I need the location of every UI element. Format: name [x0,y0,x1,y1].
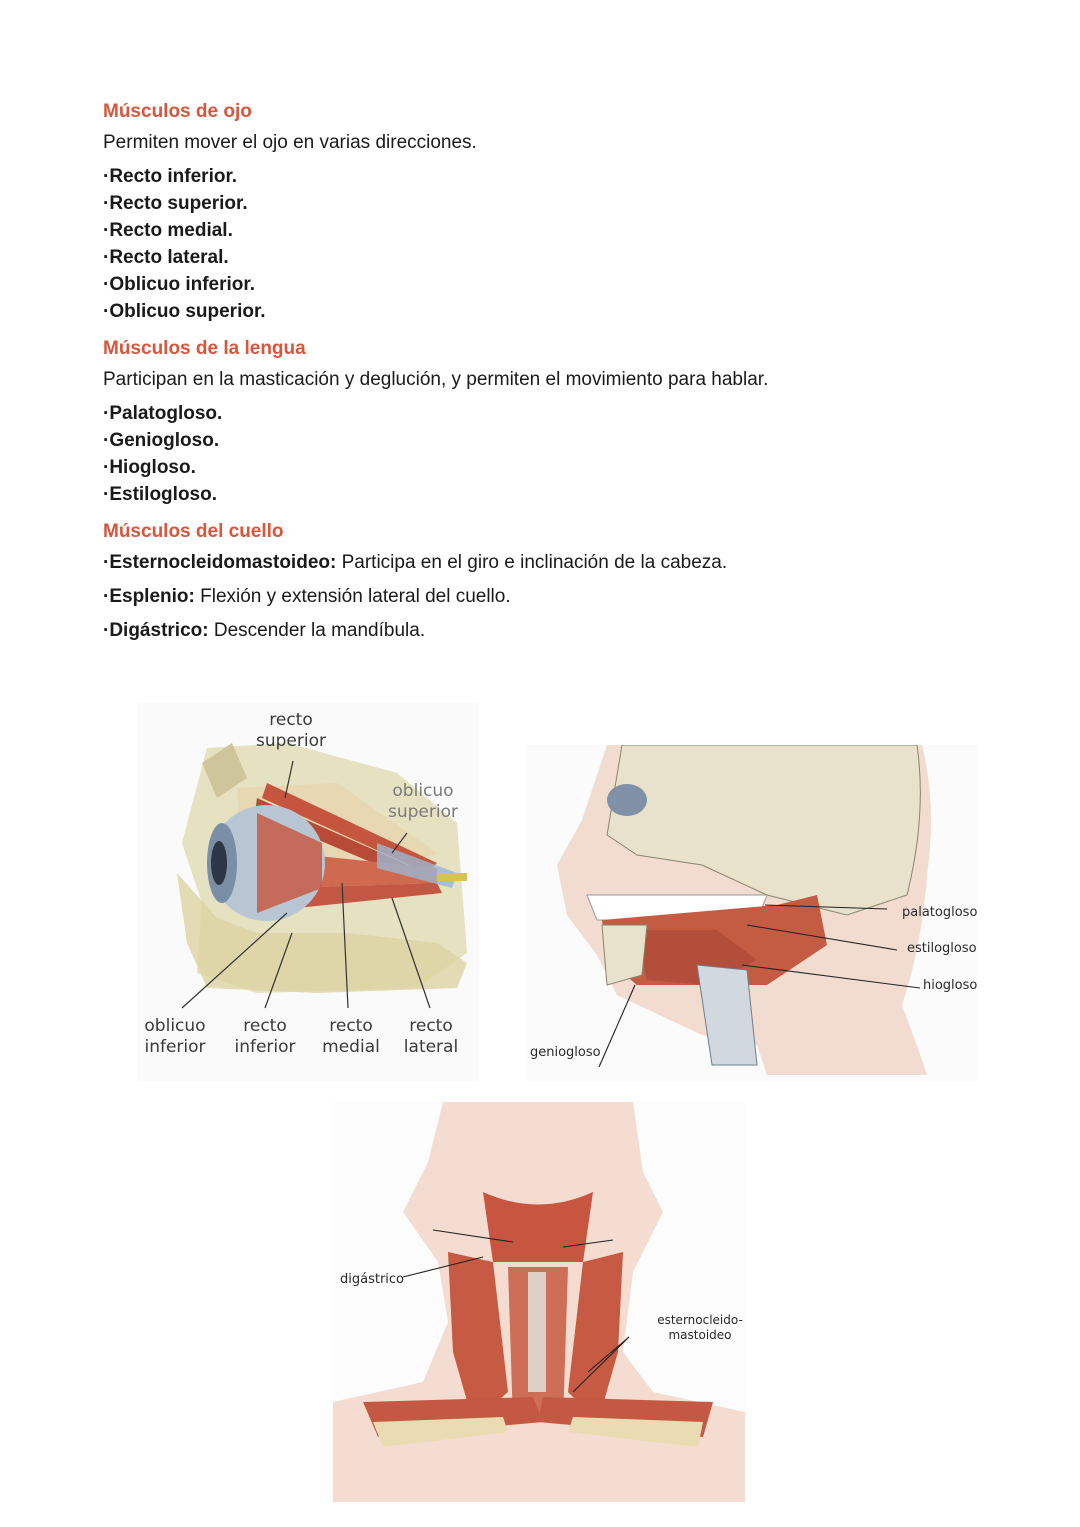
label-geniogloso: geniogloso [530,1045,601,1060]
neck-muscles-list [103,546,983,648]
label-line: recto [269,710,313,730]
text-content [103,98,983,648]
label-line: recto [329,1016,373,1036]
eye-muscles-illustration [137,703,479,1081]
label-hiogloso: hiogloso [923,978,977,993]
list-item: ·Recto medial. [103,220,233,241]
list-item: ·Oblicuo inferior. [103,274,256,295]
list-item: ·Hiogloso. [103,457,196,478]
label-recto-lateral [395,1016,467,1059]
neck-anatomy-drawing [333,1102,745,1502]
definition: Descender la mandíbula. [208,620,426,641]
label-line: oblicuo [392,781,454,801]
tongue-muscles-list [103,400,983,508]
term: ·Esplenio: [103,586,195,607]
label-digastrico: digástrico [340,1272,405,1287]
label-line: inferior [234,1037,296,1058]
label-oblicuo-superior [383,781,463,824]
list-item: ·Recto superior. [103,193,248,214]
label-line: superior [256,731,326,752]
tongue-muscles-heading: Músculos de la lengua [103,338,306,359]
eye-muscles-intro: Permiten mover el ojo en varias direcciones. [103,132,477,153]
list-item: ·Estilogloso. [103,484,217,505]
list-item: ·Recto inferior. [103,166,238,187]
label-line: oblicuo [144,1016,206,1036]
list-item: ·Geniogloso. [103,430,220,451]
list-item: ·Oblicuo superior. [103,301,266,322]
label-line: medial [322,1037,380,1058]
label-line: lateral [403,1037,459,1058]
definition: Participa en el giro e inclinación de la cabeza. [336,552,728,573]
label-palatogloso: palatogloso [902,905,977,920]
eye-muscles-list [103,163,983,325]
tongue-muscles-intro: Participan en la masticación y deglución, y permiten el movimiento para hablar. [103,369,769,390]
label-line: recto [243,1016,287,1036]
label-recto-medial [315,1016,387,1059]
label-line: esternocleido- [657,1313,743,1327]
term: ·Digástrico: [103,620,209,641]
list-item: ·Palatogloso. [103,403,223,424]
label-esternocleidomastoideo [655,1313,745,1343]
list-item [103,614,983,648]
list-item [103,580,983,614]
label-line: superior [388,802,458,823]
label-line: inferior [144,1037,206,1058]
label-estilogloso: estilogloso [907,941,977,956]
tongue-muscles-illustration [527,745,977,1081]
neck-muscles-illustration [333,1102,745,1502]
list-item: ·Recto lateral. [103,247,229,268]
list-item [103,546,983,580]
label-recto-inferior [229,1016,301,1059]
label-oblicuo-inferior [139,1016,211,1059]
label-line: recto [409,1016,453,1036]
neck-muscles-heading: Músculos del cuello [103,521,284,542]
term: ·Esternocleidomastoideo: [103,552,337,573]
label-line: mastoideo [668,1328,732,1342]
definition: Flexión y extensión lateral del cuello. [194,586,511,607]
eye-muscles-heading: Músculos de ojo [103,101,252,122]
label-recto-superior [249,710,333,753]
